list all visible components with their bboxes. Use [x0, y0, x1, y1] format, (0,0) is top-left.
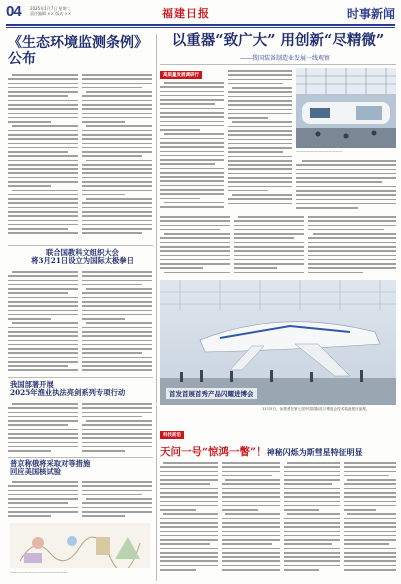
taiji-headline: [10, 249, 155, 266]
putin-headline: [10, 460, 155, 477]
tianwen-body-col3: [284, 462, 340, 578]
brand-text: 福建日报: [162, 7, 210, 20]
fishing-body-col2: [82, 403, 152, 455]
divider: [8, 245, 153, 246]
section-title: 时事新闻: [346, 7, 395, 21]
tianwen-body-col1: [160, 462, 218, 578]
tianwen-title-part2: 神秘闪烁为斯彗星特征明显: [266, 447, 363, 457]
header-rule-thin: [6, 27, 395, 28]
eco-law-headline: [8, 35, 158, 67]
taiji-title-2: 将3月21日设立为国际太极拳日: [31, 256, 134, 266]
illustration-photo: [10, 523, 150, 568]
equipment-body-col5: [234, 216, 304, 276]
eco-law-title-2: 公布: [8, 51, 36, 68]
taiji-body-col1: [8, 271, 78, 375]
equipment-body-col4: [160, 216, 230, 276]
section-tag: 高质量发展调研行: [160, 71, 202, 79]
equipment-headline: 以重器“致广大” 用创新“尽精微”: [171, 32, 385, 49]
newspaper-brand: [162, 5, 210, 21]
main-photo: [160, 280, 396, 405]
tianwen-headline: [160, 440, 396, 456]
page-header: [6, 3, 395, 23]
divider: [8, 457, 153, 458]
main-photo-caption: 11月5日，参观者在第七届中国国际进口博览会技术装备展区参观。: [262, 407, 370, 411]
factory-caption: —————————————: [296, 149, 343, 153]
page-number: 04: [6, 3, 21, 20]
divider: [8, 377, 153, 378]
equipment-subtitle: ——我国装备制造业发展一线观察: [239, 55, 330, 62]
putin-title-2: 回应美国核试验: [10, 467, 62, 477]
equipment-body-col1: [160, 82, 224, 212]
header-rule: [6, 24, 395, 26]
factory-image: [296, 68, 396, 148]
date-text: 2025年1月7日 星期二: [30, 6, 71, 11]
eco-law-title-1: 《生态环境监测条例》: [8, 35, 148, 51]
column-divider: [156, 34, 157, 404]
putin-body-col1: [8, 481, 78, 521]
equipment-body-col6: [308, 216, 396, 276]
equipment-body-col3: [296, 160, 396, 212]
taiji-title-1: 联合国教科文组织大会: [46, 248, 119, 257]
eco-law-body-col2: [82, 74, 152, 242]
illustration-caption: ————————————————: [10, 570, 68, 574]
editor-text: 责任编辑 ×× 版式 ××: [30, 11, 72, 16]
eco-law-body-col1: [8, 74, 78, 242]
tianwen-title-part1: 天问一号“惊鸿一瞥”！: [160, 446, 267, 458]
photo-overlay-title: 首发首展首秀产品闪耀进博会: [166, 388, 257, 399]
fishing-title-2: 2025年渔业执法亮剑系列专项行动: [10, 388, 126, 398]
putin-body-col2: [82, 481, 152, 521]
putin-title-1: 普京称俄将采取对等措施: [10, 459, 91, 468]
fishing-title-1: 我国部署开展: [10, 380, 54, 389]
divider: [160, 64, 396, 65]
science-tag: 科技前沿: [160, 431, 184, 439]
factory-photo: [296, 68, 396, 148]
fishing-headline: [10, 381, 155, 398]
expo-image: [160, 280, 396, 405]
tianwen-body-col2: [222, 462, 280, 578]
illustration-drawing: [10, 523, 150, 568]
date-line: [30, 6, 90, 16]
taiji-body-col2: [82, 271, 152, 375]
tianwen-body-col4: [344, 462, 396, 578]
fishing-body-col1: [8, 403, 78, 455]
equipment-body-col2: [228, 70, 292, 212]
column-divider: [156, 405, 157, 581]
